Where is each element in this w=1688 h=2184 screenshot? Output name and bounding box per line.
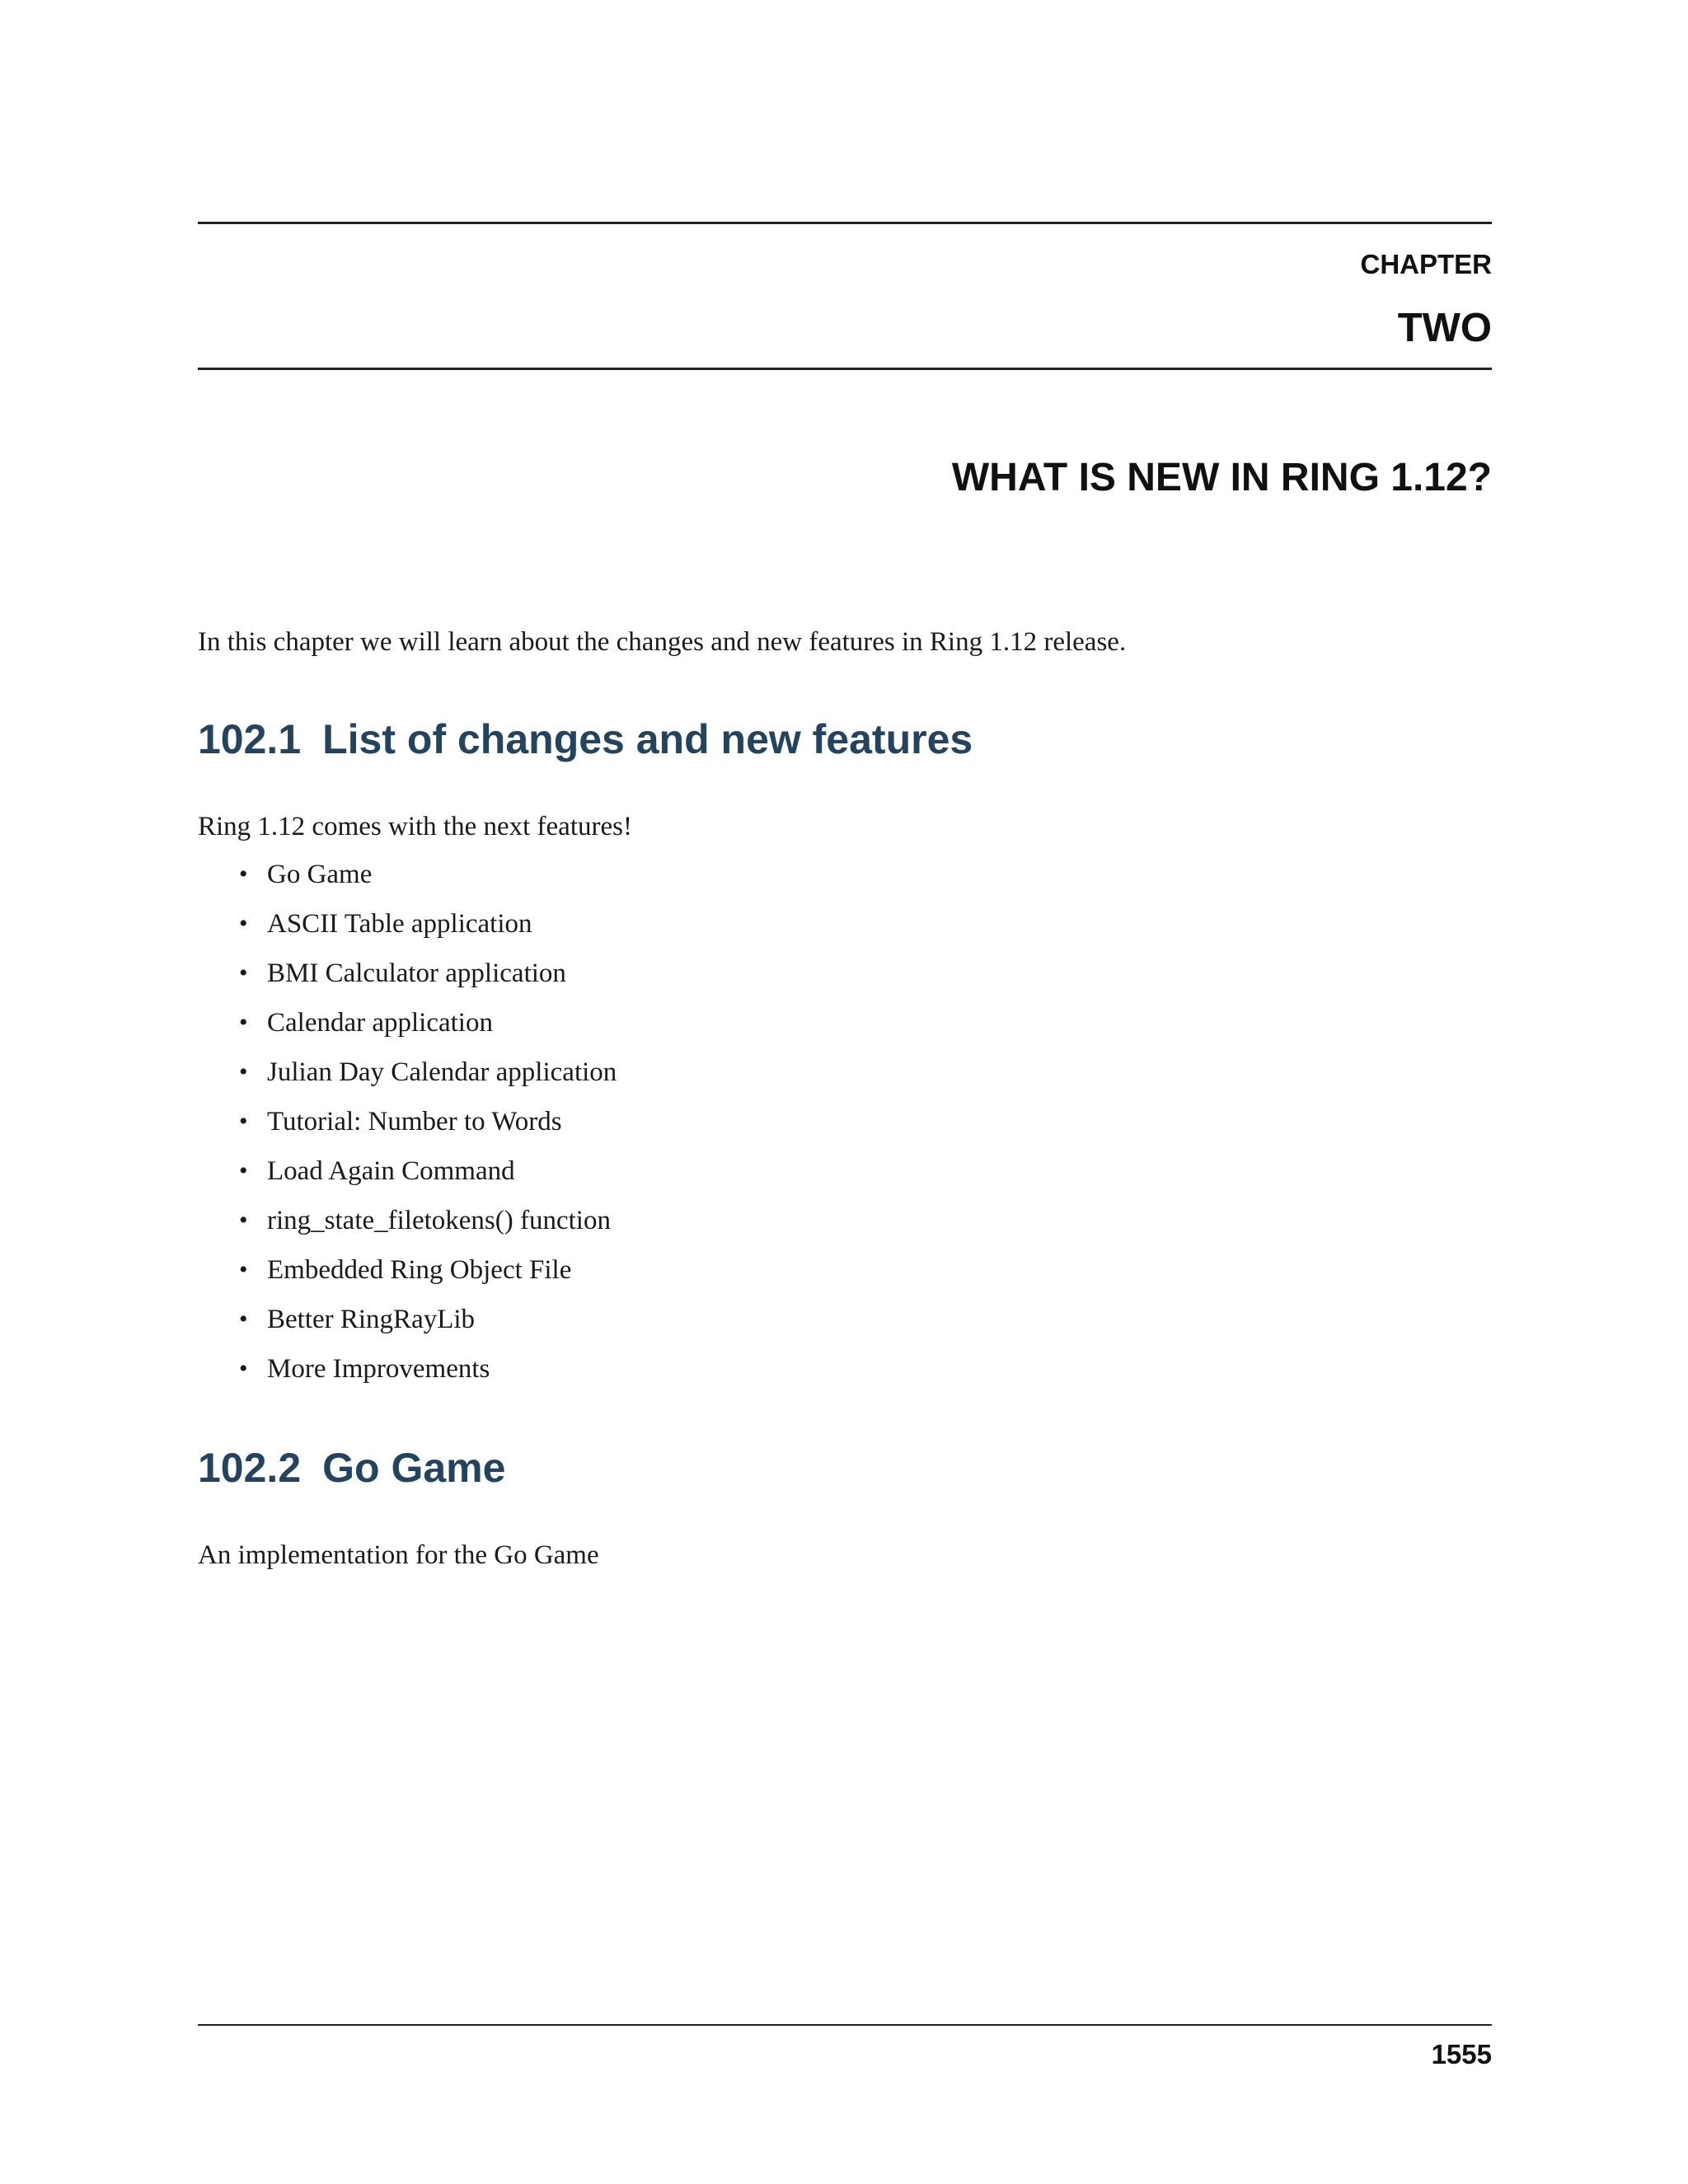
- list-item-text: Tutorial: Number to Words: [267, 1107, 562, 1137]
- chapter-top-rule: [198, 222, 1492, 224]
- list-item-text: Embedded Ring Object File: [267, 1255, 572, 1285]
- list-item: [239, 1352, 617, 1402]
- bullet-icon: •: [239, 860, 248, 888]
- chapter-title: WHAT IS NEW IN RING 1.12?: [951, 456, 1492, 499]
- chapter-number: TWO: [1397, 306, 1492, 350]
- footer-rule: [198, 2024, 1492, 2026]
- list-item: [239, 957, 617, 1006]
- chapter-bottom-rule: [198, 368, 1492, 370]
- bullet-icon: •: [239, 1108, 248, 1135]
- feature-list: [239, 858, 617, 1402]
- bullet-icon: •: [239, 1305, 248, 1333]
- bullet-icon: •: [239, 1256, 248, 1283]
- list-item-text: Load Again Command: [267, 1156, 515, 1186]
- bullet-icon: •: [239, 1009, 248, 1036]
- bullet-icon: •: [239, 1157, 248, 1184]
- go-game-paragraph: An implementation for the Go Game: [198, 1540, 599, 1570]
- list-item-text: ring_state_filetokens() function: [267, 1206, 611, 1235]
- list-item: [239, 1303, 617, 1352]
- section-heading-changes: [198, 715, 973, 763]
- bullet-icon: •: [239, 1207, 248, 1234]
- list-item-text: ASCII Table application: [267, 909, 532, 939]
- list-item-text: BMI Calculator application: [267, 958, 566, 988]
- page-number: 1555: [1431, 2039, 1492, 2069]
- list-item: [239, 1204, 617, 1254]
- section-heading-go-game: [198, 1444, 505, 1492]
- list-item: [239, 1155, 617, 1204]
- list-item-text: More Improvements: [267, 1354, 490, 1384]
- list-item-text: Go Game: [267, 860, 373, 889]
- chapter-label: CHAPTER: [1360, 249, 1492, 279]
- bullet-icon: •: [239, 959, 248, 987]
- list-item: [239, 907, 617, 957]
- list-item: [239, 1056, 617, 1105]
- bullet-icon: •: [239, 1058, 248, 1085]
- section-number: 102.1: [198, 716, 302, 762]
- list-item: [239, 858, 617, 907]
- list-item-text: Calendar application: [267, 1008, 493, 1038]
- list-item: [239, 1006, 617, 1056]
- list-item-text: Better RingRayLib: [267, 1305, 476, 1334]
- section-title: Go Game: [322, 1445, 506, 1491]
- list-item: [239, 1254, 617, 1303]
- list-item: [239, 1105, 617, 1155]
- bullet-icon: •: [239, 1355, 248, 1382]
- intro-paragraph: In this chapter we will learn about the changes and new features in Ring 1.12 release.: [198, 627, 1127, 657]
- list-item-text: Julian Day Calendar application: [267, 1057, 617, 1087]
- features-lead: Ring 1.12 comes with the next features!: [198, 812, 632, 841]
- section-number: 102.2: [198, 1445, 302, 1491]
- section-title: List of changes and new features: [322, 716, 973, 762]
- bullet-icon: •: [239, 910, 248, 937]
